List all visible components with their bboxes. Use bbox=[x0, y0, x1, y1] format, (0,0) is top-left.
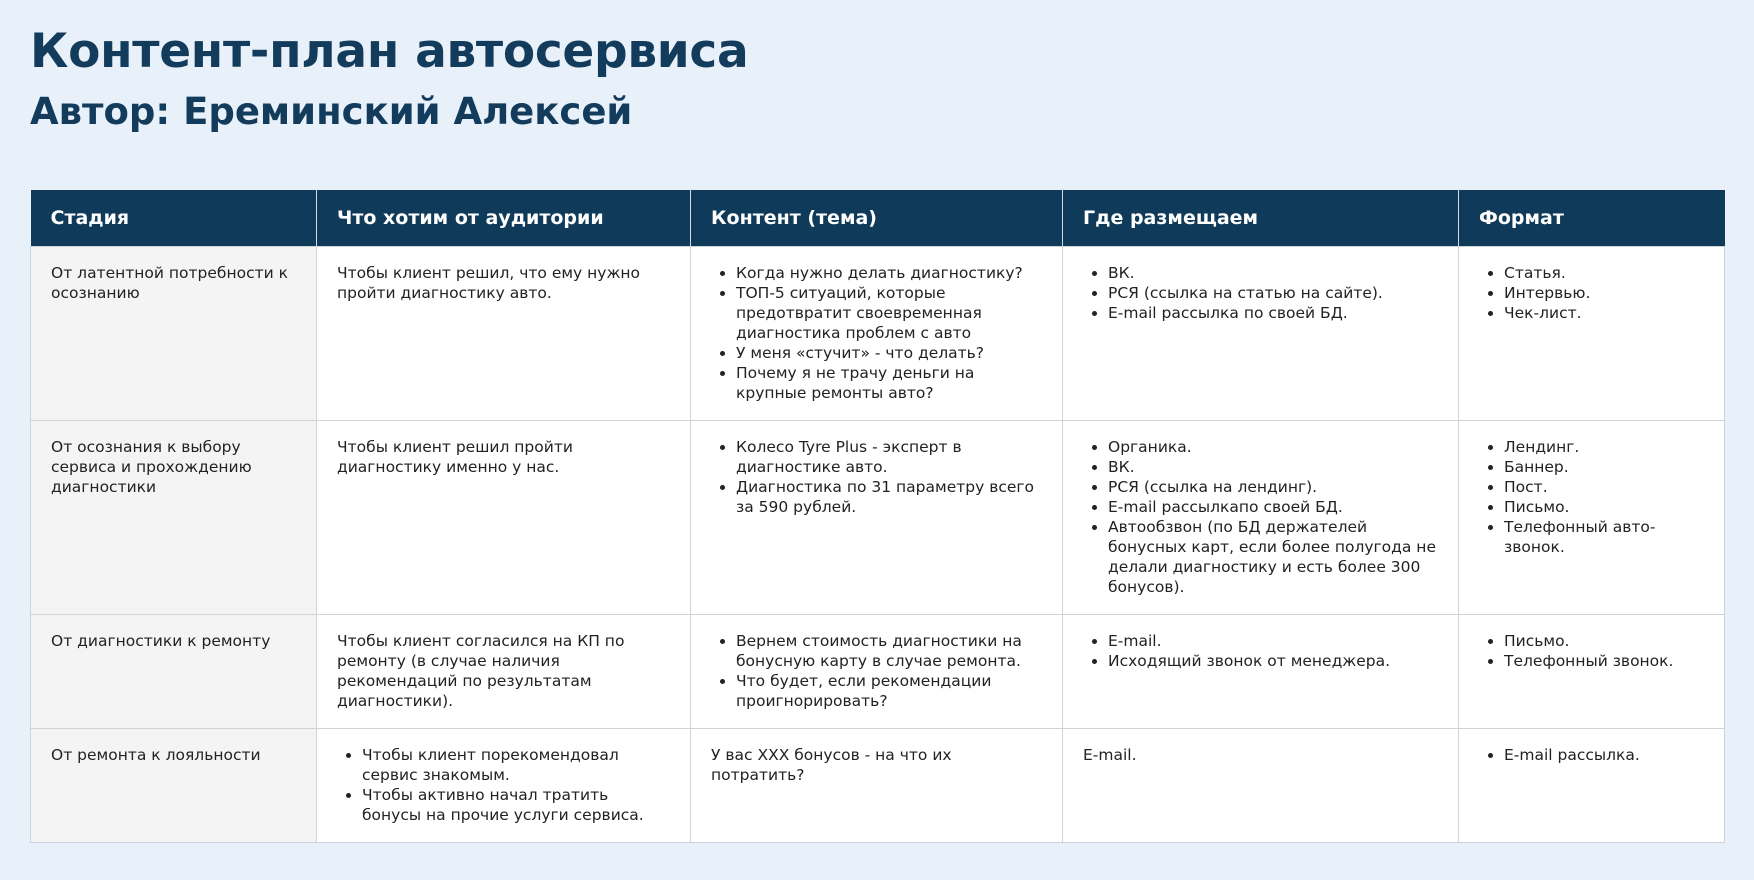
list-item: • E-mail рассылка по своей БД. bbox=[1108, 303, 1438, 323]
stage-cell: От диагностики к ремонту bbox=[31, 614, 317, 728]
placement-list bbox=[1083, 437, 1438, 597]
placement-cell: E-mail. bbox=[1063, 728, 1459, 842]
list-item: • Статья. bbox=[1504, 263, 1704, 283]
page-title: Контент-план автосервиса bbox=[30, 24, 749, 79]
header-format: Формат bbox=[1459, 190, 1725, 246]
list-item: • Органика. bbox=[1108, 437, 1438, 457]
page-subtitle-author: Автор: Ереминский Алексей bbox=[30, 90, 633, 133]
list-item: • E-mail. bbox=[1108, 631, 1438, 651]
goal-cell: Чтобы клиент согласился на КП по ремонту (в случае наличия рекомендаций по результатам диагностики). bbox=[317, 614, 691, 728]
table-row bbox=[31, 246, 1725, 420]
list-item: • Телефонный звонок. bbox=[1504, 651, 1704, 671]
list-item: • Телефонный авто-звонок. bbox=[1504, 517, 1704, 557]
list-item: • Интервью. bbox=[1504, 283, 1704, 303]
format-cell bbox=[1459, 420, 1725, 614]
format-cell bbox=[1459, 614, 1725, 728]
list-item: • Почему я не трачу деньги на крупные ремонты авто? bbox=[736, 363, 1042, 403]
header-goal: Что хотим от аудитории bbox=[317, 190, 691, 246]
list-item: • Колесо Tyre Plus - эксперт в диагностике авто. bbox=[736, 437, 1042, 477]
goal-list bbox=[337, 745, 670, 825]
list-item: • У меня «стучит» - что делать? bbox=[736, 343, 1042, 363]
content-plan-table bbox=[30, 190, 1725, 843]
list-item: • Исходящий звонок от менеджера. bbox=[1108, 651, 1438, 671]
goal-cell: Чтобы клиент решил пройти диагностику именно у нас. bbox=[317, 420, 691, 614]
content-list bbox=[711, 263, 1042, 403]
goal-cell: Чтобы клиент решил, что ему нужно пройти диагностику авто. bbox=[317, 246, 691, 420]
content-list bbox=[711, 631, 1042, 711]
list-item: • РСЯ (ссылка на лендинг). bbox=[1108, 477, 1438, 497]
content-cell bbox=[691, 614, 1063, 728]
stage-cell: От ремонта к лояльности bbox=[31, 728, 317, 842]
list-item: • Лендинг. bbox=[1504, 437, 1704, 457]
list-item: • Чтобы клиент порекомендовал сервис знакомым. bbox=[362, 745, 670, 785]
list-item: • Письмо. bbox=[1504, 497, 1704, 517]
list-item: • Диагностика по 31 параметру всего за 590 рублей. bbox=[736, 477, 1042, 517]
table-row bbox=[31, 614, 1725, 728]
list-item: • Вернем стоимость диагностики на бонусную карту в случае ремонта. bbox=[736, 631, 1042, 671]
table-row bbox=[31, 420, 1725, 614]
list-item: • Баннер. bbox=[1504, 457, 1704, 477]
header-content: Контент (тема) bbox=[691, 190, 1063, 246]
list-item: • E-mail рассылкапо своей БД. bbox=[1108, 497, 1438, 517]
content-cell bbox=[691, 246, 1063, 420]
list-item: • Чек-лист. bbox=[1504, 303, 1704, 323]
content-list bbox=[711, 437, 1042, 517]
format-cell bbox=[1459, 728, 1725, 842]
list-item: • Чтобы активно начал тратить бонусы на прочие услуги сервиса. bbox=[362, 785, 670, 825]
format-list bbox=[1479, 745, 1704, 765]
list-item: • ВК. bbox=[1108, 457, 1438, 477]
list-item: • Пост. bbox=[1504, 477, 1704, 497]
list-item: • Что будет, если рекомендации проигнорировать? bbox=[736, 671, 1042, 711]
format-list bbox=[1479, 263, 1704, 323]
list-item: • Письмо. bbox=[1504, 631, 1704, 651]
placement-list bbox=[1083, 263, 1438, 323]
format-list bbox=[1479, 437, 1704, 557]
list-item: • ТОП-5 ситуаций, которые предотвратит своевременная диагностика проблем с авто bbox=[736, 283, 1042, 343]
list-item: • Когда нужно делать диагностику? bbox=[736, 263, 1042, 283]
header-placement: Где размещаем bbox=[1063, 190, 1459, 246]
format-list bbox=[1479, 631, 1704, 671]
placement-cell bbox=[1063, 246, 1459, 420]
header-stage: Стадия bbox=[31, 190, 317, 246]
goal-cell bbox=[317, 728, 691, 842]
stage-cell: От латентной потребности к осознанию bbox=[31, 246, 317, 420]
list-item: • Автообзвон (по БД держателей бонусных карт, если более полугода не делали диагностику и есть более 300 бонусов). bbox=[1108, 517, 1438, 597]
content-cell: У вас ХХХ бонусов - на что их потратить? bbox=[691, 728, 1063, 842]
content-cell bbox=[691, 420, 1063, 614]
table-header-row bbox=[31, 190, 1725, 246]
placement-cell bbox=[1063, 420, 1459, 614]
stage-cell: От осознания к выбору сервиса и прохождению диагностики bbox=[31, 420, 317, 614]
format-cell bbox=[1459, 246, 1725, 420]
list-item: • РСЯ (ссылка на статью на сайте). bbox=[1108, 283, 1438, 303]
placement-list bbox=[1083, 631, 1438, 671]
list-item: • ВК. bbox=[1108, 263, 1438, 283]
list-item: • E-mail рассылка. bbox=[1504, 745, 1704, 765]
placement-cell bbox=[1063, 614, 1459, 728]
table-row bbox=[31, 728, 1725, 842]
